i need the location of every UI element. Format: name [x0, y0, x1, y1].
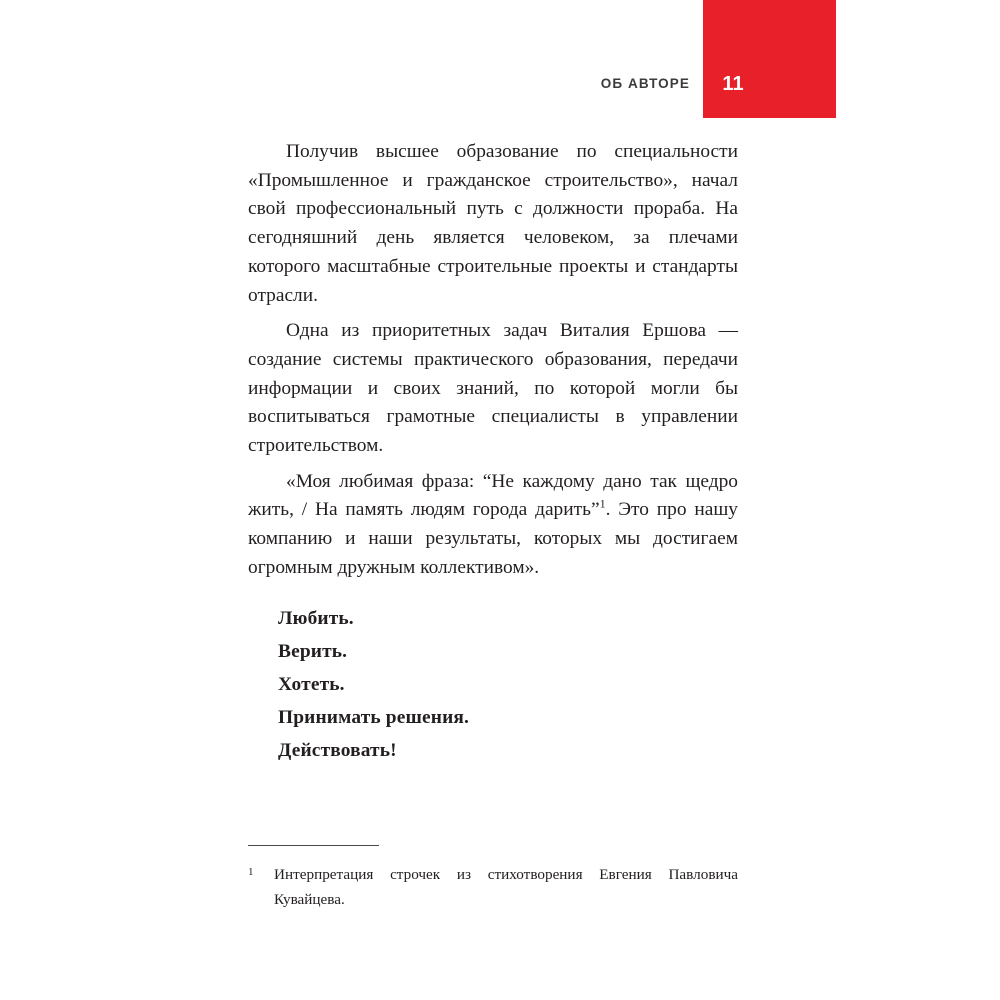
running-head: ОБ АВТОРЕ [600, 76, 690, 91]
lead-item: Принимать решения. [278, 707, 470, 729]
paragraph: Одна из приоритетных задач Виталия Ершова — создание системы практического образования, передачи информации и своих знаний, по которой могли бы воспитываться грамотные специалисты в управлении строительством. [248, 320, 738, 457]
footnote-reference[interactable]: 1 [599, 496, 606, 511]
lead-item: Хотеть. [278, 673, 345, 695]
accent-tab [703, 0, 836, 118]
body-text-column [248, 138, 738, 766]
footnote-area [248, 845, 738, 912]
lead-item: Действовать! [278, 740, 397, 762]
lead-item: Верить. [278, 640, 348, 662]
lead-item: Любить. [278, 607, 354, 629]
footnote-text: Интерпретация строчек из стихотворения Евгения Павловича Кувайцева. [274, 866, 738, 908]
footnote [248, 862, 738, 912]
footnote-separator [248, 845, 379, 846]
quote-paragraph [248, 468, 738, 583]
page-number: 11 [722, 73, 744, 95]
paragraph: Получив высшее образование по специальности «Промышленное и гражданское строительство», начал свой профессиональный путь с должности прораба. На сегодняшний день является человеком, за плечами которого масштабные строительные проекты и стандарты отрасли. [248, 141, 738, 306]
quote-text-before-note: «Моя любимая фраза: “Не каждому дано так щедро жить, / На память людям города дарить” [248, 470, 738, 521]
lead-list [248, 605, 738, 767]
page-header [0, 0, 1000, 118]
quote-text-after-note: . Это про нашу компанию и наши результаты, которых мы достигаем огромным дружным коллективом». [248, 499, 738, 578]
footnote-marker: 1 [248, 866, 254, 878]
